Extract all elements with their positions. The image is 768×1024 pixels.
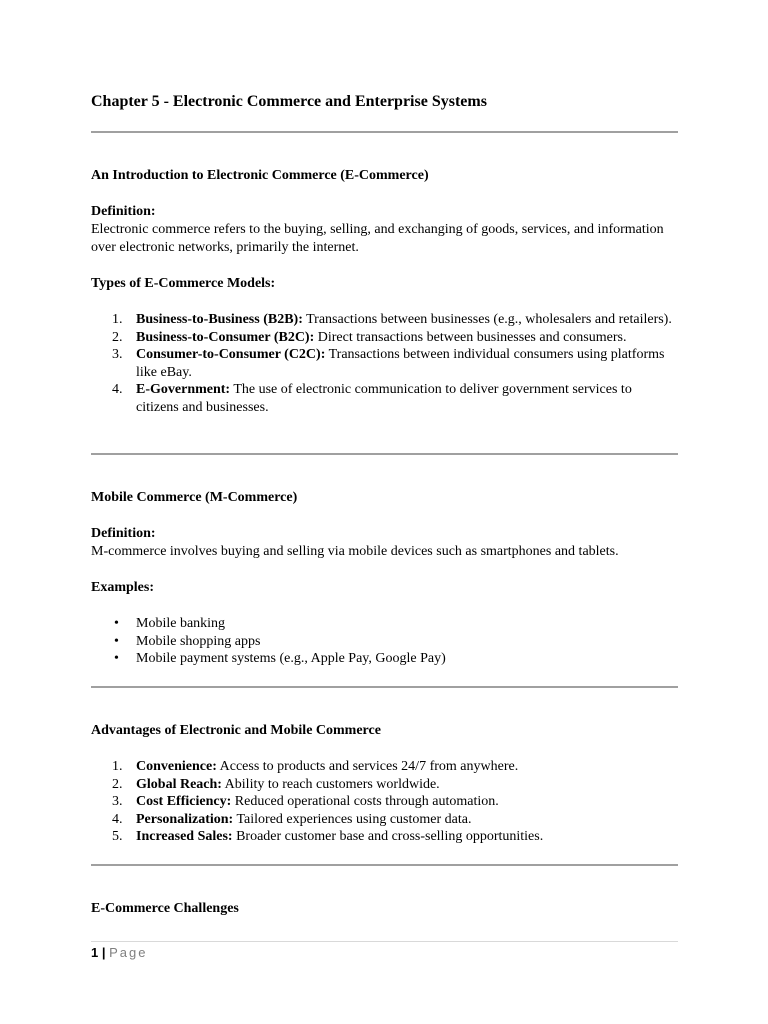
page-label: Page	[109, 945, 148, 960]
page-number: 1	[91, 945, 99, 960]
list-number: 5.	[112, 829, 123, 845]
list-term: E-Government:	[136, 382, 231, 398]
list-number: 1.	[112, 312, 123, 327]
page-title: Chapter 5 - Electronic Commerce and Enterprise Systems	[91, 93, 487, 110]
intro-definition-text: Electronic commerce refers to the buying, selling, and exchanging of goods, services, and information over electronic networks, primarily the internet.	[91, 222, 664, 255]
list-term: Increased Sales:	[136, 829, 233, 845]
list-text: Transactions between individual consumers using platforms like eBay.	[136, 347, 665, 380]
types-label: Types of E-Commerce Models:	[91, 276, 276, 291]
bullet-icon: •	[114, 616, 119, 631]
list-term: Personalization:	[136, 811, 234, 827]
list-item	[91, 776, 678, 794]
list-item	[91, 615, 678, 633]
section-heading-mobile: Mobile Commerce (M-Commerce)	[91, 490, 298, 505]
footer-separator: |	[98, 945, 110, 960]
list-item	[91, 381, 678, 416]
list-text: The use of electronic communication to deliver government services to citizens and businesses.	[136, 382, 632, 415]
list-item	[91, 793, 678, 811]
list-text: Mobile shopping apps	[136, 633, 261, 649]
list-text: Reduced operational costs through automation.	[231, 794, 499, 810]
section-heading-advantages: Advantages of Electronic and Mobile Commerce	[91, 723, 381, 738]
list-number: 4.	[112, 811, 123, 827]
mobile-definition-label: Definition:	[91, 526, 156, 541]
horizontal-rule	[91, 131, 678, 133]
list-number: 2.	[112, 329, 123, 345]
ecommerce-types-list	[91, 311, 678, 417]
list-item	[91, 311, 678, 329]
list-text: Transactions between businesses (e.g., wholesalers and retailers).	[302, 312, 672, 327]
intro-definition-label: Definition:	[91, 204, 156, 219]
list-text: Mobile payment systems (e.g., Apple Pay, Google Pay)	[136, 651, 446, 667]
list-number: 2.	[112, 776, 123, 792]
list-text: Tailored experiences using customer data.	[233, 811, 472, 827]
list-item	[91, 329, 678, 347]
section-heading-challenges: E-Commerce Challenges	[91, 901, 239, 916]
list-text: Ability to reach customers worldwide.	[221, 776, 440, 792]
list-number: 3.	[112, 347, 123, 363]
list-term: Convenience:	[136, 759, 217, 774]
page-footer	[91, 941, 678, 960]
list-term: Cost Efficiency:	[136, 794, 232, 810]
list-number: 1.	[112, 759, 123, 774]
list-item	[91, 346, 678, 381]
list-item	[91, 650, 678, 668]
list-number: 4.	[112, 382, 123, 398]
mobile-definition-text: M-commerce involves buying and selling via mobile devices such as smartphones and tablets.	[91, 544, 619, 559]
list-text: Mobile banking	[136, 616, 226, 631]
list-term: Consumer-to-Consumer (C2C):	[136, 347, 326, 363]
list-number: 3.	[112, 794, 123, 810]
list-text: Broader customer base and cross-selling opportunities.	[232, 829, 544, 845]
bullet-icon: •	[114, 651, 119, 667]
list-item	[91, 758, 678, 776]
horizontal-rule	[91, 686, 678, 688]
horizontal-rule	[91, 864, 678, 866]
list-item	[91, 811, 678, 829]
list-item	[91, 633, 678, 651]
list-text: Direct transactions between businesses and consumers.	[314, 329, 627, 345]
page-number-label	[91, 945, 147, 960]
list-term: Business-to-Business (B2B):	[136, 312, 303, 327]
list-item	[91, 828, 678, 846]
examples-label: Examples:	[91, 580, 154, 595]
mobile-examples-list	[91, 615, 678, 668]
list-term: Business-to-Consumer (B2C):	[136, 329, 315, 345]
list-term: Global Reach:	[136, 776, 222, 792]
section-heading-intro: An Introduction to Electronic Commerce (E-Commerce)	[91, 168, 429, 183]
list-text: Access to products and services 24/7 from anywhere.	[216, 759, 519, 774]
advantages-list	[91, 758, 678, 846]
horizontal-rule	[91, 453, 678, 455]
bullet-icon: •	[114, 633, 119, 649]
